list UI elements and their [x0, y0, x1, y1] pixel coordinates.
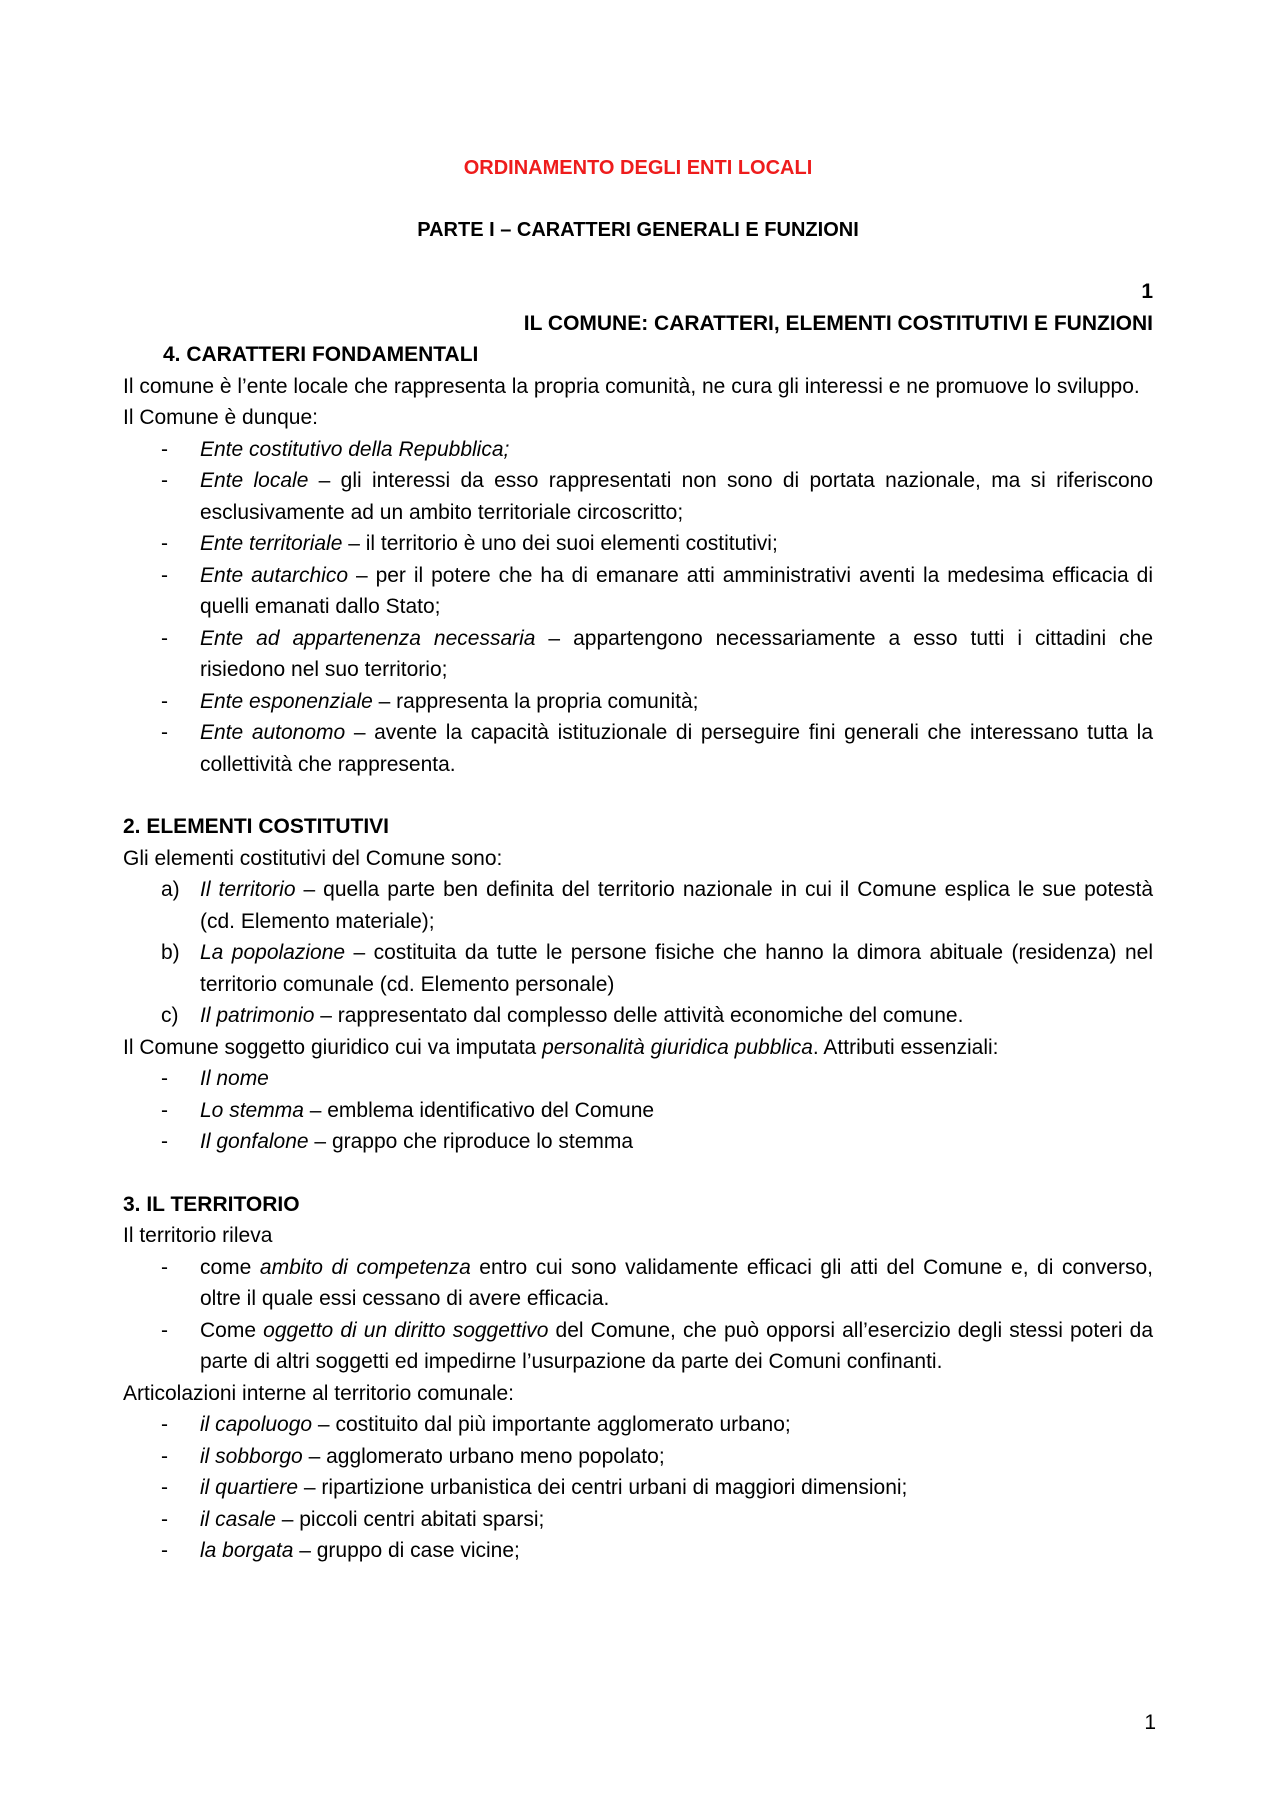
list-text: – piccoli centri abitati sparsi;	[275, 1507, 545, 1531]
attributi-list	[123, 1063, 1153, 1158]
list-term: Ente autonomo	[200, 721, 346, 744]
list-item	[123, 1252, 1153, 1315]
list-dash: -	[161, 1413, 168, 1436]
list-pre: come	[200, 1255, 260, 1279]
list-item	[123, 1504, 1153, 1536]
list-item	[123, 686, 1153, 718]
list-term: la borgata	[200, 1539, 294, 1562]
list-term: il casale	[200, 1507, 276, 1531]
list-item	[123, 623, 1153, 686]
soggetto-giuridico-line	[123, 1032, 1153, 1064]
document-title: ORDINAMENTO DEGLI ENTI LOCALI	[463, 157, 813, 179]
list-item	[123, 434, 1153, 466]
list-term: il sobborgo	[200, 1444, 303, 1468]
list-dash: -	[161, 532, 168, 555]
articolazioni-list	[123, 1409, 1153, 1567]
list-term: Ente locale	[200, 469, 309, 492]
list-term: Il patrimonio	[200, 1004, 315, 1027]
section-lead: Il territorio rileva	[123, 1224, 273, 1247]
list-term: ambito di competenza	[259, 1255, 471, 1279]
list-item	[123, 1126, 1153, 1158]
list-item	[123, 1315, 1153, 1378]
section-heading-territorio: 3. IL TERRITORIO	[123, 1192, 300, 1216]
list-text: – emblema identificativo del Comune	[303, 1098, 655, 1122]
list-term: oggetto di un diritto soggettivo	[263, 1318, 549, 1342]
list-text: – gli interessi da esso rappresentati non sono di portata nazionale, ma si riferiscono esclusivamente ad un ambito territoriale circoscritto;	[200, 469, 1154, 524]
list-text: – costituita da tutte le persone fisiche che hanno la dimora abituale (residenza) nel territorio comunale (cd. Elemento personale)	[200, 941, 1153, 996]
list-term: il quartiere	[200, 1476, 299, 1499]
list-text: – rappresentato dal complesso delle attività economiche del comune.	[314, 1004, 964, 1027]
list-term: Ente costitutivo della Repubblica;	[200, 437, 510, 461]
list-term: Ente autarchico	[200, 563, 349, 587]
list-text: – per il potere che ha di emanare atti amministrativi aventi la medesima efficacia di quelli emanati dallo Stato;	[200, 563, 1153, 618]
territorio-list	[123, 1252, 1153, 1378]
list-pre: Come	[200, 1318, 264, 1342]
caratteri-list	[123, 434, 1153, 781]
elementi-list	[123, 874, 1153, 1032]
list-dash: -	[161, 1255, 168, 1279]
list-item	[123, 717, 1153, 780]
chapter-title: IL COMUNE: CARATTERI, ELEMENTI COSTITUTIVI E FUNZIONI	[523, 311, 1153, 335]
list-term: Il territorio	[200, 878, 296, 901]
list-dash: -	[161, 1067, 168, 1090]
page-content	[123, 153, 1153, 1567]
list-text: entro cui sono validamente efficaci gli atti del Comune e, di converso, oltre il quale essi cessano di avere efficacia.	[200, 1255, 1153, 1310]
list-item	[123, 1409, 1153, 1441]
list-text: – rappresenta la propria comunità;	[372, 689, 699, 713]
list-term: Il gonfalone	[200, 1130, 309, 1153]
list-dash: -	[161, 1476, 168, 1499]
line-emphasis: personalità giuridica pubblica	[542, 1035, 813, 1059]
list-text: – appartengono necessariamente a esso tutti i cittadini che risiedono nel suo territorio;	[200, 626, 1154, 681]
list-item	[123, 528, 1153, 560]
list-item	[123, 1095, 1153, 1127]
list-item	[123, 465, 1153, 528]
list-text: – gruppo di case vicine;	[293, 1539, 520, 1562]
section-lead: Il Comune è dunque:	[123, 406, 318, 429]
list-dash: -	[161, 563, 168, 587]
list-term: La popolazione	[200, 941, 346, 964]
line-text: . Attributi essenziali:	[812, 1035, 999, 1059]
list-term: Ente ad appartenenza necessaria	[200, 626, 536, 650]
list-text: – quella parte ben definita del territorio nazionale in cui il Comune esplica le sue potestà (cd. Elemento materiale);	[200, 878, 1153, 933]
list-term: Il nome	[200, 1067, 269, 1090]
list-text: – ripartizione urbanistica dei centri urbani di maggiori dimensioni;	[298, 1476, 908, 1499]
list-dash: -	[161, 469, 168, 492]
list-dash: -	[161, 1130, 168, 1153]
list-term: Ente esponenziale	[200, 689, 373, 713]
page-number: 1	[1144, 1711, 1156, 1734]
list-dash: -	[161, 1539, 168, 1562]
list-dash: -	[161, 1318, 168, 1342]
list-text: – grappo che riproduce lo stemma	[308, 1130, 634, 1153]
list-item	[123, 937, 1153, 1000]
section-heading-caratteri: 4. CARATTERI FONDAMENTALI	[163, 343, 479, 366]
list-dash: -	[161, 689, 168, 713]
list-dash: -	[161, 626, 168, 650]
list-item	[123, 1063, 1153, 1095]
section-intro: Il comune è l’ente locale che rappresenta la propria comunità, ne cura gli interessi e ne promuove lo sviluppo.	[123, 374, 1140, 398]
list-item	[123, 874, 1153, 937]
part-title: PARTE I – CARATTERI GENERALI E FUNZIONI	[417, 218, 859, 241]
list-item	[123, 1000, 1153, 1032]
list-dash: -	[161, 437, 168, 461]
list-text: – costituito dal più importante agglomerato urbano;	[312, 1413, 791, 1436]
list-marker: b)	[161, 941, 180, 964]
list-item	[123, 560, 1153, 623]
list-item	[123, 1472, 1153, 1504]
list-term: Ente territoriale	[200, 532, 343, 555]
list-marker: c)	[161, 1004, 179, 1027]
list-dash: -	[161, 721, 168, 744]
list-term: il capoluogo	[200, 1413, 313, 1436]
list-term: Lo stemma	[200, 1098, 304, 1122]
list-dash: -	[161, 1507, 168, 1531]
section-heading-elementi: 2. ELEMENTI COSTITUTIVI	[123, 815, 390, 838]
list-item	[123, 1535, 1153, 1567]
list-text: del Comune, che può opporsi all’esercizio degli stessi poteri da parte di altri soggetti ed impedirne l’usurpazione da parte dei Comuni confinanti.	[200, 1318, 1154, 1373]
list-item	[123, 1441, 1153, 1473]
section-lead-articolazioni: Articolazioni interne al territorio comunale:	[123, 1381, 515, 1405]
list-dash: -	[161, 1444, 168, 1468]
list-text: – agglomerato urbano meno popolato;	[302, 1444, 665, 1468]
list-marker: a)	[161, 878, 180, 901]
list-text: – avente la capacità istituzionale di perseguire fini generali che interessano tutta la collettività che rappresenta.	[200, 721, 1153, 776]
list-dash: -	[161, 1098, 168, 1122]
section-lead: Gli elementi costitutivi del Comune sono:	[123, 846, 503, 870]
list-text: – il territorio è uno dei suoi elementi costitutivi;	[342, 532, 778, 555]
line-text: Il Comune soggetto giuridico cui va imputata	[123, 1035, 543, 1059]
chapter-number: 1	[1141, 280, 1153, 303]
